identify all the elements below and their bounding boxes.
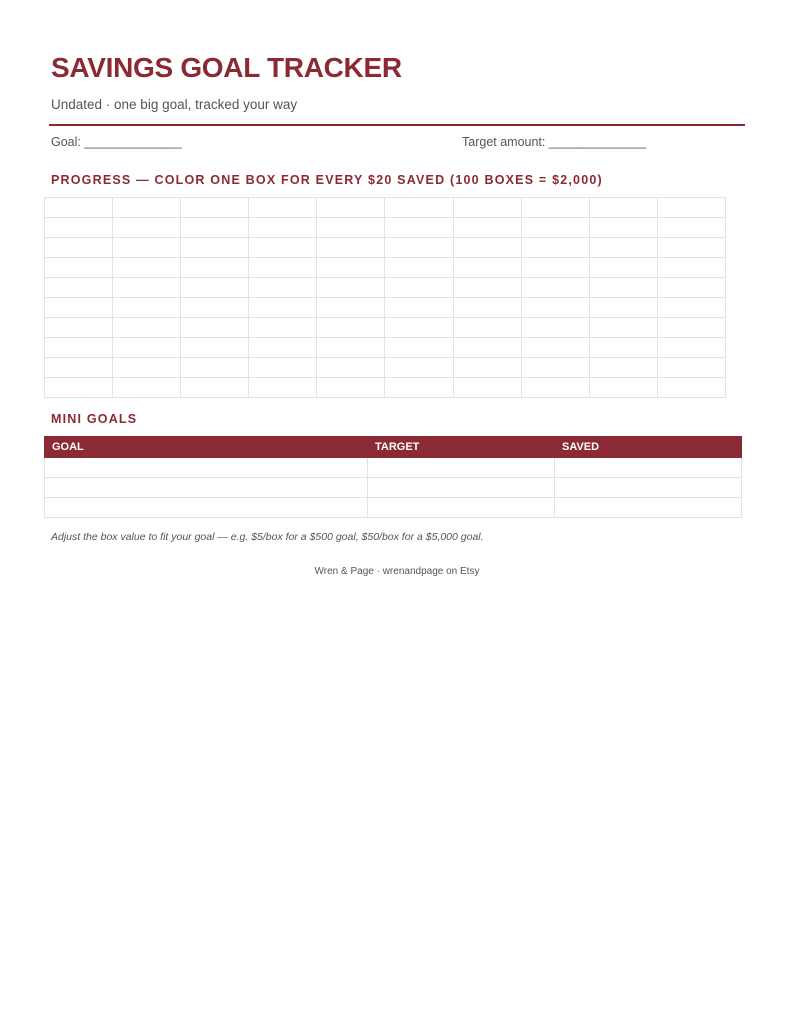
progress-box[interactable] [45, 278, 113, 298]
progress-box[interactable] [385, 358, 453, 378]
progress-box[interactable] [385, 278, 453, 298]
progress-box[interactable] [181, 258, 249, 278]
progress-box[interactable] [249, 318, 317, 338]
progress-box[interactable] [45, 238, 113, 258]
column-header-saved: SAVED [555, 437, 742, 458]
progress-row [45, 318, 726, 338]
progress-box[interactable] [657, 198, 725, 218]
table-row [45, 458, 742, 478]
progress-box[interactable] [113, 338, 181, 358]
mini-goals-table [44, 436, 742, 518]
progress-box[interactable] [589, 278, 657, 298]
progress-box[interactable] [249, 378, 317, 398]
progress-box[interactable] [45, 218, 113, 238]
usage-note: Adjust the box value to fit your goal — e.g. $5/box for a $500 goal, $50/box for a $5,000 goal. [51, 531, 484, 543]
progress-box[interactable] [181, 358, 249, 378]
progress-box[interactable] [521, 378, 589, 398]
progress-box[interactable] [45, 378, 113, 398]
progress-box[interactable] [113, 318, 181, 338]
page-title: SAVINGS GOAL TRACKER [51, 52, 402, 83]
progress-box[interactable] [589, 238, 657, 258]
progress-row [45, 278, 726, 298]
progress-box[interactable] [521, 298, 589, 318]
progress-box[interactable] [453, 298, 521, 318]
progress-box[interactable] [521, 198, 589, 218]
progress-box[interactable] [589, 358, 657, 378]
progress-box[interactable] [113, 198, 181, 218]
progress-box[interactable] [657, 298, 725, 318]
progress-box[interactable] [249, 278, 317, 298]
progress-box[interactable] [113, 278, 181, 298]
progress-box[interactable] [181, 198, 249, 218]
progress-box[interactable] [453, 378, 521, 398]
mini-goals-header-row [45, 437, 742, 458]
progress-box[interactable] [45, 358, 113, 378]
progress-box[interactable] [113, 358, 181, 378]
progress-box[interactable] [453, 338, 521, 358]
target-cell[interactable] [368, 478, 555, 498]
progress-row [45, 298, 726, 318]
progress-box[interactable] [385, 318, 453, 338]
progress-box[interactable] [657, 318, 725, 338]
progress-box[interactable] [249, 238, 317, 258]
progress-box[interactable] [113, 298, 181, 318]
progress-box[interactable] [317, 378, 385, 398]
progress-box[interactable] [317, 238, 385, 258]
progress-box[interactable] [657, 238, 725, 258]
progress-row [45, 358, 726, 378]
progress-box[interactable] [453, 318, 521, 338]
progress-box[interactable] [657, 278, 725, 298]
progress-box[interactable] [249, 198, 317, 218]
progress-box[interactable] [181, 338, 249, 358]
saved-cell[interactable] [555, 458, 742, 478]
column-header-goal: GOAL [45, 437, 368, 458]
progress-box[interactable] [181, 378, 249, 398]
progress-box[interactable] [249, 338, 317, 358]
progress-box[interactable] [181, 278, 249, 298]
progress-box[interactable] [385, 238, 453, 258]
progress-box[interactable] [45, 318, 113, 338]
progress-row [45, 378, 726, 398]
footer-credit: Wren & Page · wrenandpage on Etsy [314, 566, 480, 577]
progress-box[interactable] [657, 258, 725, 278]
goal-cell[interactable] [45, 458, 368, 478]
goal-cell[interactable] [45, 498, 368, 518]
progress-box[interactable] [521, 358, 589, 378]
progress-box[interactable] [589, 318, 657, 338]
page-subtitle: Undated · one big goal, tracked your way [51, 97, 298, 112]
mini-goals-body [45, 458, 742, 518]
progress-box[interactable] [589, 378, 657, 398]
progress-box[interactable] [249, 358, 317, 378]
progress-box[interactable] [453, 258, 521, 278]
target-amount-field[interactable]: Target amount: ______________ [462, 135, 647, 149]
progress-box[interactable] [657, 378, 725, 398]
progress-row [45, 238, 726, 258]
progress-box[interactable] [317, 338, 385, 358]
column-header-target: TARGET [368, 437, 555, 458]
progress-box[interactable] [521, 318, 589, 338]
progress-box[interactable] [113, 378, 181, 398]
progress-box[interactable] [521, 338, 589, 358]
progress-box[interactable] [45, 198, 113, 218]
progress-box[interactable] [385, 298, 453, 318]
progress-box[interactable] [317, 358, 385, 378]
progress-box[interactable] [657, 358, 725, 378]
progress-box[interactable] [317, 298, 385, 318]
saved-cell[interactable] [555, 478, 742, 498]
progress-box[interactable] [45, 298, 113, 318]
table-row [45, 478, 742, 498]
progress-box[interactable] [521, 278, 589, 298]
progress-box[interactable] [657, 338, 725, 358]
progress-heading: PROGRESS — COLOR ONE BOX FOR EVERY $20 SAVED (100 BOXES = $2,000) [51, 173, 603, 187]
progress-box[interactable] [521, 218, 589, 238]
progress-box[interactable] [45, 258, 113, 278]
progress-box[interactable] [113, 258, 181, 278]
progress-grid [44, 197, 726, 398]
mini-goals-heading: MINI GOALS [51, 412, 138, 426]
progress-box[interactable] [453, 238, 521, 258]
progress-box[interactable] [385, 338, 453, 358]
progress-box[interactable] [385, 218, 453, 238]
progress-box[interactable] [453, 278, 521, 298]
progress-box[interactable] [521, 238, 589, 258]
progress-box[interactable] [113, 218, 181, 238]
progress-box[interactable] [589, 258, 657, 278]
progress-box[interactable] [317, 278, 385, 298]
progress-box[interactable] [385, 198, 453, 218]
table-row [45, 498, 742, 518]
progress-box[interactable] [317, 218, 385, 238]
progress-row [45, 198, 726, 218]
progress-box[interactable] [521, 258, 589, 278]
progress-box[interactable] [181, 298, 249, 318]
target-cell[interactable] [368, 498, 555, 518]
progress-box[interactable] [657, 218, 725, 238]
header-divider [49, 124, 745, 126]
progress-box[interactable] [453, 218, 521, 238]
progress-box[interactable] [589, 298, 657, 318]
progress-box[interactable] [453, 358, 521, 378]
progress-row [45, 258, 726, 278]
progress-row [45, 338, 726, 358]
progress-box[interactable] [317, 198, 385, 218]
progress-box[interactable] [249, 258, 317, 278]
progress-box[interactable] [385, 378, 453, 398]
progress-box[interactable] [589, 218, 657, 238]
progress-box[interactable] [317, 318, 385, 338]
goal-field[interactable]: Goal: ______________ [51, 135, 182, 149]
target-cell[interactable] [368, 458, 555, 478]
progress-box[interactable] [113, 238, 181, 258]
goal-cell[interactable] [45, 478, 368, 498]
progress-box[interactable] [181, 238, 249, 258]
progress-box[interactable] [317, 258, 385, 278]
saved-cell[interactable] [555, 498, 742, 518]
progress-box[interactable] [249, 298, 317, 318]
progress-box[interactable] [249, 218, 317, 238]
progress-row [45, 218, 726, 238]
progress-box[interactable] [181, 218, 249, 238]
progress-box[interactable] [45, 338, 113, 358]
progress-box[interactable] [589, 198, 657, 218]
progress-box[interactable] [453, 198, 521, 218]
progress-box[interactable] [589, 338, 657, 358]
progress-box[interactable] [385, 258, 453, 278]
progress-box[interactable] [181, 318, 249, 338]
